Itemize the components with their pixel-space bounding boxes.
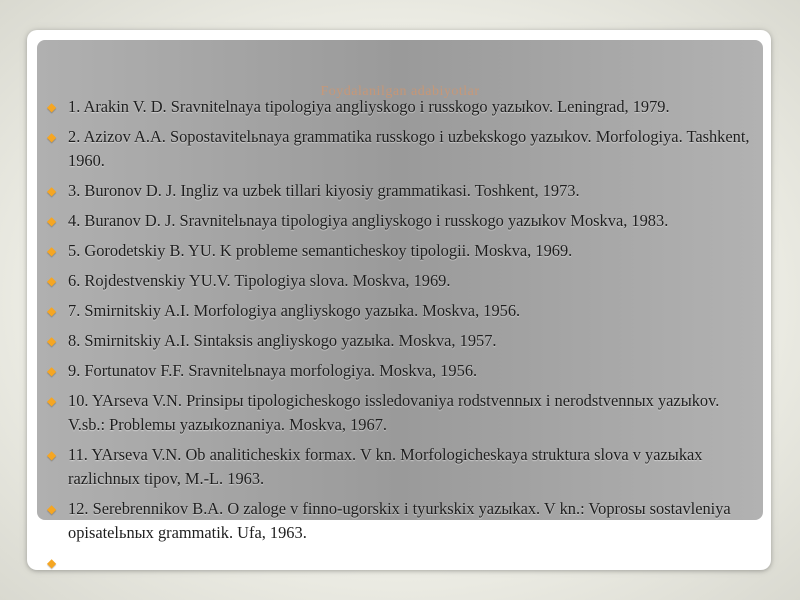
list-item: [44, 443, 760, 491]
diamond-bullet-icon: ◆: [47, 184, 57, 198]
diamond-bullet-icon: ◆: [47, 130, 57, 144]
list-item: [44, 269, 760, 293]
list-item: [44, 329, 760, 353]
diamond-bullet-icon: ◆: [47, 334, 57, 348]
diamond-bullet-icon: ◆: [47, 556, 57, 570]
reference-text: 5. Gorodetskiy B. YU. K probleme semanticheskoy tipologii. Moskva, 1969.: [68, 241, 573, 260]
diamond-bullet-icon: ◆: [47, 502, 57, 516]
list-item: [44, 125, 760, 173]
reference-text: 7. Smirnitskiy A.I. Morfologiya angliyskogo yazыka. Moskva, 1956.: [68, 301, 521, 320]
list-item: [44, 179, 760, 203]
reference-text: 12. Serebrennikov B.A. O zaloge v finno-ugorskix i tyurkskix yazыkax. V kn.: Voprosы sostavleniya opisatelьnыx grammatik. Ufa, 1963.: [68, 499, 731, 542]
diamond-bullet-icon: ◆: [47, 394, 57, 408]
slide-title: Foydalanilgan adabiyotlar: [320, 84, 480, 99]
list-item: [44, 299, 760, 323]
list-item: [44, 389, 760, 437]
diamond-bullet-icon: ◆: [47, 274, 57, 288]
reference-text: 9. Fortunatov F.F. Sravnitelьnaya morfologiya. Moskva, 1956.: [68, 361, 478, 380]
reference-text: 1. Arakin V. D. Sravnitelnaya tipologiya angliyskogo i russkogo yazыkov. Leningrad, 1979.: [68, 97, 670, 116]
list-item: [44, 239, 760, 263]
reference-text: 3. Buronov D. J. Ingliz va uzbek tillari kiyosiy grammatikasi. Toshkent, 1973.: [68, 181, 580, 200]
list-item: [44, 95, 760, 119]
reference-text: 6. Rojdestvenskiy YU.V. Tipologiya slova. Moskva, 1969.: [68, 271, 451, 290]
reference-text: 10. YArseva V.N. Prinsipы tipologicheskogo issledovaniya rodstvennыx i nerodstvennыx yazыkov. V.sb.: Problemы yazыkoznaniya. Moskva, 1967.: [68, 391, 720, 434]
list-item: [44, 497, 760, 545]
list-item: [44, 359, 760, 383]
reference-text: 4. Buranov D. J. Sravnitelьnaya tipologiya angliyskogo i russkogo yazыkov Moskva, 1983.: [68, 211, 669, 230]
reference-text: 11. YArseva V.N. Ob analiticheskix formax. V kn. Morfologicheskaya struktura slova v yazыkax razlichnыx tipov, M.-L. 1963.: [68, 445, 703, 488]
diamond-bullet-icon: ◆: [47, 364, 57, 378]
diamond-bullet-icon: ◆: [47, 214, 57, 228]
diamond-bullet-icon: ◆: [47, 448, 57, 462]
diamond-bullet-icon: ◆: [47, 100, 57, 114]
diamond-bullet-icon: ◆: [47, 304, 57, 318]
reference-text: 2. Azizov A.A. Sopostavitelьnaya grammatika russkogo i uzbekskogo yazыkov. Morfologiya. Tashkent, 1960.: [68, 127, 750, 170]
reference-list: [44, 95, 760, 570]
diamond-bullet-icon: ◆: [47, 244, 57, 258]
reference-text: 8. Smirnitskiy A.I. Sintaksis angliyskogo yazыka. Moskva, 1957.: [68, 331, 497, 350]
list-item: [44, 209, 760, 233]
